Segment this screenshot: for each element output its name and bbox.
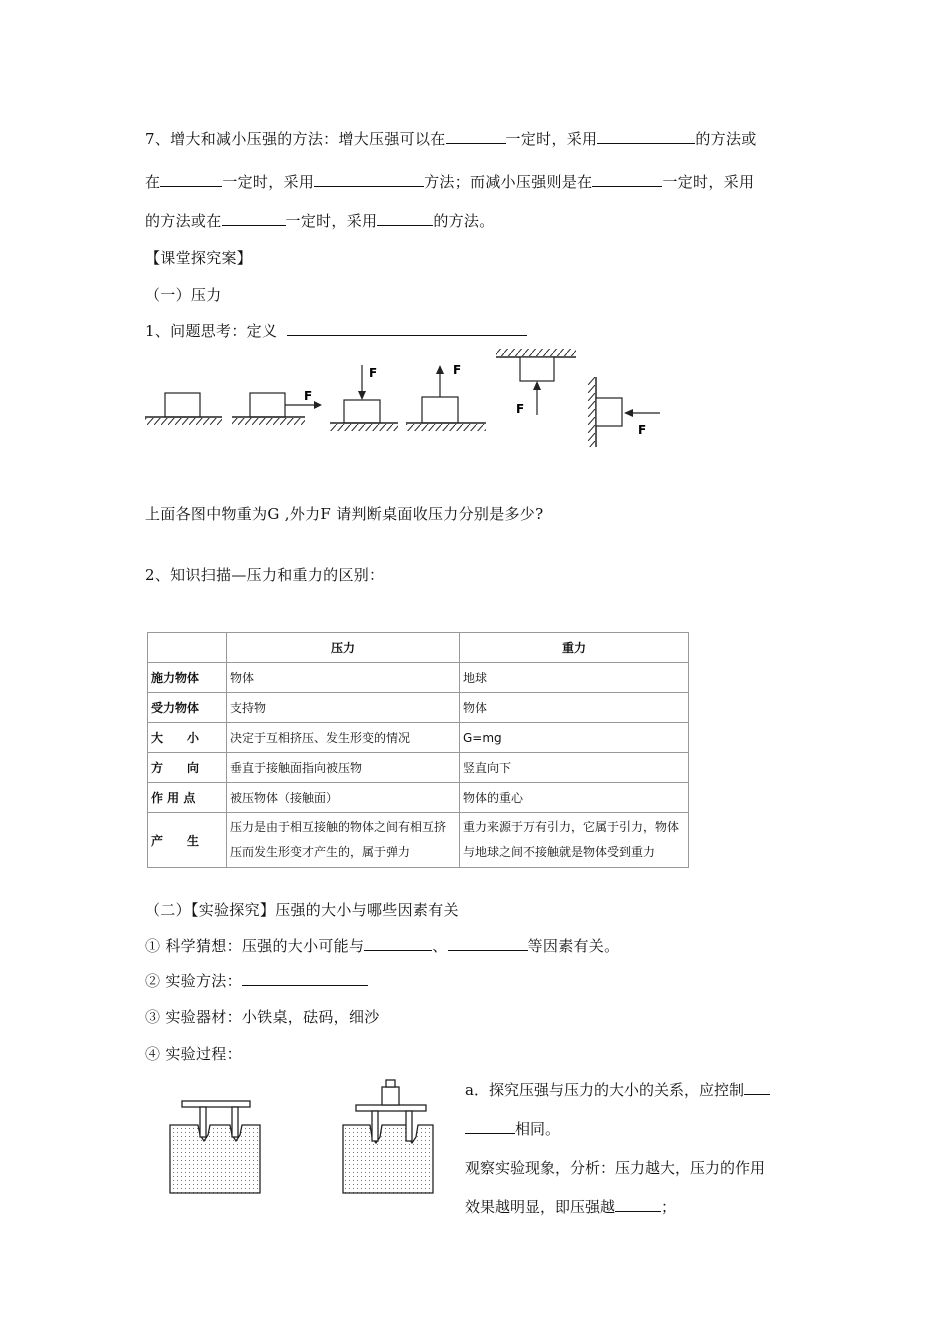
part1-title: （一）压力 <box>145 286 222 304</box>
answer-blank[interactable] <box>364 936 432 951</box>
q7-text: 方法；而减小压强则是在 <box>424 173 593 191</box>
sand-table-figure <box>170 1101 260 1193</box>
diagram-upward-force <box>406 363 486 431</box>
exp-text: 相同。 <box>515 1120 561 1138</box>
diagram-wall <box>588 377 660 447</box>
exp-line-4 <box>465 1196 676 1217</box>
q7-text: 一定时，采用 <box>505 130 598 148</box>
step1-text: ① 科学猜想：压强的大小可能与 <box>145 937 365 955</box>
exp-line-2 <box>465 1118 560 1139</box>
force-label: F <box>453 363 462 377</box>
row-header: 受力物体 <box>148 693 227 723</box>
step2-line <box>145 970 368 991</box>
exp-text: 效果越明显，即压强越 <box>465 1198 616 1216</box>
answer-blank[interactable] <box>160 172 222 187</box>
q1-line <box>145 320 527 341</box>
table-row <box>148 723 689 753</box>
q7-text: 一定时，采用 <box>662 173 755 191</box>
experiment-figures <box>160 1075 450 1200</box>
table-row <box>148 663 689 693</box>
step3-line: ③ 实验器材：小铁桌，砝码，细沙 <box>145 1008 380 1026</box>
gravity-cell: 物体 <box>460 693 689 723</box>
table-header-cell <box>148 633 227 663</box>
diagram-block-rest <box>145 393 222 425</box>
table-header-row <box>148 633 689 663</box>
gravity-cell: G=mg <box>460 723 689 753</box>
q7-text: 一定时，采用 <box>285 212 378 230</box>
q7-text: 一定时，采用 <box>222 173 315 191</box>
pressure-gravity-table <box>147 632 689 868</box>
row-header: 施力物体 <box>148 663 227 693</box>
table-row <box>148 753 689 783</box>
exp-line-1 <box>465 1079 770 1100</box>
q7-text: 的方法。 <box>433 212 495 230</box>
force-label: F <box>516 402 525 416</box>
answer-blank[interactable] <box>222 211 286 226</box>
pressure-cell: 被压物体（接触面） <box>227 783 460 813</box>
row-header: 方 向 <box>148 753 227 783</box>
diagram-ceiling <box>496 349 576 416</box>
q7-text: 的方法或 <box>695 130 757 148</box>
pressure-cell: 决定于互相挤压、发生形变的情况 <box>227 723 460 753</box>
answer-blank[interactable] <box>465 1119 515 1134</box>
row-header: 产 生 <box>148 813 227 868</box>
answer-blank[interactable] <box>377 211 433 226</box>
force-label: F <box>638 423 647 437</box>
step1-line <box>145 935 619 956</box>
force-label: F <box>304 389 313 403</box>
pressure-cell: 物体 <box>227 663 460 693</box>
cell-line: 压而发生形变才产生的，属于弹力 <box>230 845 411 859</box>
gravity-cell <box>460 813 689 868</box>
q7-text: 7、增大和减小压强的方法：增大压强可以在 <box>145 130 446 148</box>
force-diagrams <box>140 345 670 460</box>
gravity-cell: 竖直向下 <box>460 753 689 783</box>
row-header: 大 小 <box>148 723 227 753</box>
q7-text: 的方法或在 <box>145 212 222 230</box>
pressure-cell <box>227 813 460 868</box>
diagram-horizontal-force <box>232 389 322 425</box>
pressure-cell: 支持物 <box>227 693 460 723</box>
force-label: F <box>369 366 378 380</box>
answer-blank[interactable] <box>597 129 695 144</box>
diagram-downward-force <box>330 365 398 431</box>
gravity-cell: 物体的重心 <box>460 783 689 813</box>
exp-line-3: 观察实验现象，分析：压力越大，压力的作用 <box>465 1159 766 1177</box>
table-row <box>148 693 689 723</box>
answer-blank[interactable] <box>592 172 662 187</box>
row-header: 作 用 点 <box>148 783 227 813</box>
answer-blank[interactable] <box>448 936 528 951</box>
step4-line: ④ 实验过程： <box>145 1045 242 1063</box>
answer-blank[interactable] <box>744 1080 770 1095</box>
q7-line-1 <box>145 128 757 149</box>
exp-text: a．探究压强与压力的大小的关系，应控制 <box>465 1081 744 1099</box>
q7-line-2 <box>145 171 754 192</box>
table-header-cell: 重力 <box>460 633 689 663</box>
section-title: 【课堂探究案】 <box>145 249 253 267</box>
cell-line: 与地球之间不接触就是物体受到重力 <box>463 845 656 859</box>
table-header-cell: 压力 <box>227 633 460 663</box>
step1-text: 、 <box>432 937 448 955</box>
answer-blank[interactable] <box>314 172 424 187</box>
cell-line: 压力是由于相互接触的物体之间有相互挤 <box>230 820 447 834</box>
q2-label: 2、知识扫描—压力和重力的区别： <box>145 566 385 584</box>
exp-text: ； <box>661 1198 677 1216</box>
answer-blank[interactable] <box>446 129 506 144</box>
pressure-cell: 垂直于接触面指向被压物 <box>227 753 460 783</box>
q7-line-3 <box>145 210 495 231</box>
answer-blank[interactable] <box>242 971 368 986</box>
sand-table-weight-figure <box>343 1080 433 1193</box>
answer-blank[interactable] <box>615 1197 661 1212</box>
step2-text: ② 实验方法： <box>145 972 242 990</box>
cell-line: 重力来源于万有引力，它属于引力，物体 <box>463 820 680 834</box>
gravity-cell: 地球 <box>460 663 689 693</box>
figure-question: 上面各图中物重为G ,外力F 请判断桌面收压力分别是多少? <box>145 505 544 523</box>
step1-text: 等因素有关。 <box>527 937 620 955</box>
part2-title: （二）【实验探究】压强的大小与哪些因素有关 <box>145 901 459 919</box>
q7-text: 在 <box>145 173 161 191</box>
answer-blank[interactable] <box>287 321 527 336</box>
q1-label: 1、问题思考：定义 <box>145 322 278 340</box>
table-row <box>148 813 689 868</box>
table-row <box>148 783 689 813</box>
